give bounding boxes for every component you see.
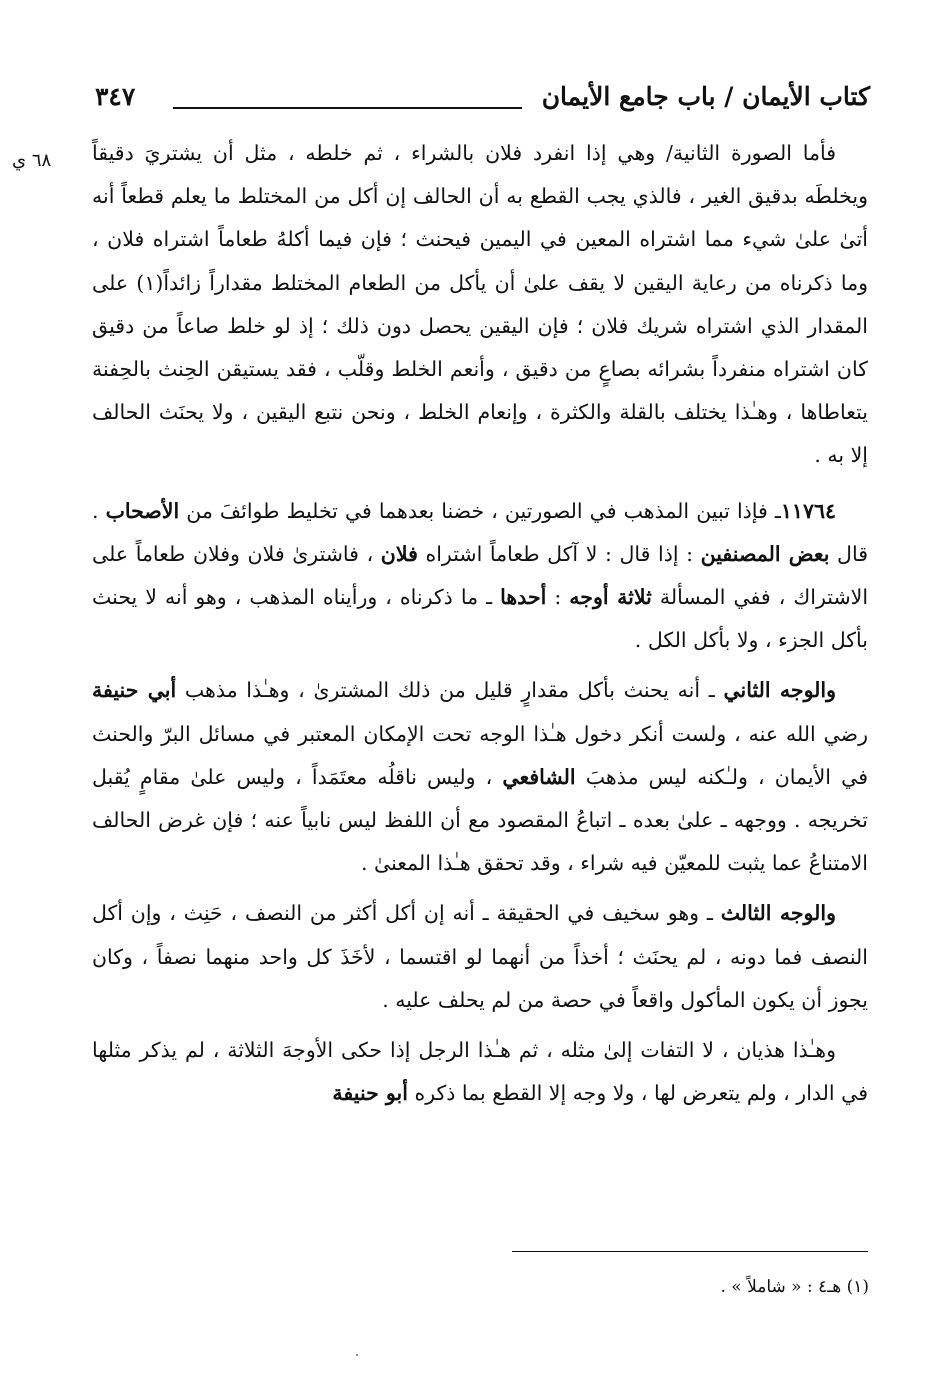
p3-text-b: ـ أنه يحنث بأكل مقدارٍ قليل من ذلك المشترىٰ ، وهـٰذا مذهب (176, 678, 724, 703)
p3-bold-second-view: والوجه الثاني (723, 678, 837, 703)
p2-text-k: ـ ما ذكرناه ، ورأيناه المذهب ، وهو أنه لا يحنث بأكل الجزء ، ولا بأكل الكل . (92, 585, 868, 653)
page-number: ٣٤٧ (95, 82, 136, 111)
p3-text-f: ، وليس ناقلُه معتَمَداً ، وليس علىٰ مقامٍ يُقبل تخريجه . ووجهه ـ علىٰ بعده ـ اتباعُ المقصود مع أن اللفظ ليس نابياً عنه ؛ فإن غرض الحالف الامتناعُ عما يثبت للمعيّن فيه شراء ، وقد تحقق هـٰذا المعنىٰ . (92, 764, 868, 876)
p4-bold-third-view: والوجه الثالث (720, 901, 836, 926)
p5-bold-abu-hanifa: أبو حنيفة (332, 1081, 408, 1106)
p3-text-d: رضي الله عنه ، ولست أنكر دخول هـٰذا الوجه تحت الإمكان المعتبر في مسائل البرّ والحنث في الأيمان ، ولـٰكنه ليس مذهبَ (92, 721, 869, 789)
p2-bold-ahaduha: أحدها (500, 585, 547, 610)
p3-bold-shafii: الشافعي (502, 764, 576, 789)
paragraph-1: فأما الصورة الثانية/ وهي إذا انفرد فلان بالشراء ، ثم خلطه ، مثل أن يشتريَ دقيقاً ويخلطَه بدقيق الغير ، فالذي يجب القطع به أن الحالف إن أكل من المختلط ما يعلم قطعاً أنه أتىٰ علىٰ شيء مما اشتراه المعين في اليمين فيحنث ؛ فإن فيما أكلهُ طعاماً اشتراه فلان ، وما ذكرناه من رعاية اليقين لا يقف علىٰ أن يأكل من الطعام المختلط مقداراً زائداً(١) على المقدار الذي اشتراه شريك فلان ؛ فإن اليقين يحصل دون ذلك ؛ إذ لو خلط صاعاً من دقيق كان اشتراه منفرداً بشرائه بصاعٍ من دقيق ، وأنعم الخلط وقلّب ، فقد يستيقن الحِنث بالحِفنة يتعاطاها ، وهـٰذا يختلف بالقلة والكثرة ، وإنعام الخلط ، ونحن نتبع اليقين ، ولا يحنَث الحالف إلا به . (92, 141, 869, 468)
main-text (92, 132, 868, 1122)
header-title: كتاب الأيمان / باب جامع الأيمان (541, 82, 870, 111)
running-header (95, 80, 870, 120)
page-speck (356, 1354, 358, 1356)
issue-number: ١١٧٦٤ (780, 498, 836, 523)
p2-bold-ashab: الأصحاب (105, 498, 180, 523)
p5-text-a: وهـٰذا هذيان ، لا التفات إلىٰ مثله ، ثم هـٰذا الرجل إذا حكى الأوجهَ الثلاثة ، لم يذكر مثلها في الدار ، ولم يتعرض لها ، ولا وجه إلا القطع بما ذكره (92, 1038, 868, 1106)
p4-text-b: ـ وهو سخيف في الحقيقة ـ أنه إن أكل أكثر من النصف ، حَنِث ، وإن أكل النصف فما دونه ، لم يحنَث ؛ أخذاً من أنهما لو اقتسما ، لأخَذَ كل واحد منهما نصفاً ، وكان يجوز أن يكون المأكول واقعاً في حصة من لم يحلف عليه . (92, 901, 868, 1012)
p2-bold-fulan: فلان (380, 541, 418, 566)
p2-text-c: . قال (92, 498, 868, 566)
margin-manuscript-note: ٦٨ ي (12, 150, 52, 171)
p2-text-e: : إذا قال : لا آكل طعاماً اشتراه (417, 541, 701, 566)
p2-text-i: : (546, 585, 570, 610)
p3-bold-abu-hanifa: أبي حنيفة (92, 678, 177, 703)
p2-text-a: ـ فإذا تبين المذهب في الصورتين ، خضنا بعدهما في تخليط طوائفَ من (186, 498, 781, 523)
paragraph-2 (92, 490, 868, 663)
footnote-1: (١) هـ٤ : « شاملاً » . (720, 1277, 869, 1297)
p2-bold-thalatha: ثلاثة أوجه (569, 585, 652, 610)
p2-bold-musannifin: بعض المصنفين (700, 541, 830, 566)
footnote-rule (512, 1251, 868, 1252)
header-rule (173, 107, 522, 109)
paragraph-5 (92, 1029, 868, 1115)
p2-text-g: ، فاشترىٰ فلان وفلان طعاماً على الاشتراك ، ففي المسألة (92, 541, 869, 610)
paragraph-3 (92, 669, 868, 885)
paragraph-4 (92, 892, 868, 1022)
